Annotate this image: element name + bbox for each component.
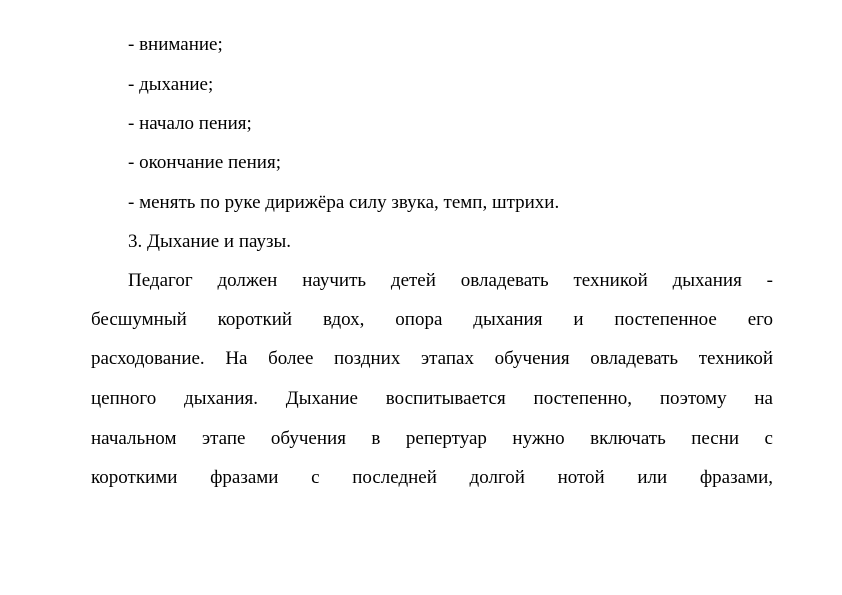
paragraph-line-2: бесшумный короткий вдох, опора дыхания и постепенное его: [91, 309, 773, 330]
list-item-breathing: - дыхание;: [128, 74, 214, 95]
list-item-attention: - внимание;: [128, 34, 223, 55]
paragraph-line-5: начальном этапе обучения в репертуар нужно включать песни с: [91, 428, 773, 449]
list-item-singing-start: - начало пения;: [128, 113, 252, 134]
paragraph-line-4: цепного дыхания. Дыхание воспитывается постепенно, поэтому на: [91, 388, 773, 409]
section-heading: 3. Дыхание и паузы.: [128, 231, 292, 252]
paragraph-line-3: расходование. На более поздних этапах обучения овладевать техникой: [91, 348, 773, 369]
list-item-singing-end: - окончание пения;: [128, 152, 281, 173]
paragraph-line-1: Педагог должен научить детей овладевать техникой дыхания -: [128, 270, 773, 291]
paragraph-line-6: короткими фразами с последней долгой нотой или фразами,: [91, 467, 773, 488]
list-item-conductor-changes: - менять по руке дирижёра силу звука, темп, штрихи.: [128, 192, 560, 213]
